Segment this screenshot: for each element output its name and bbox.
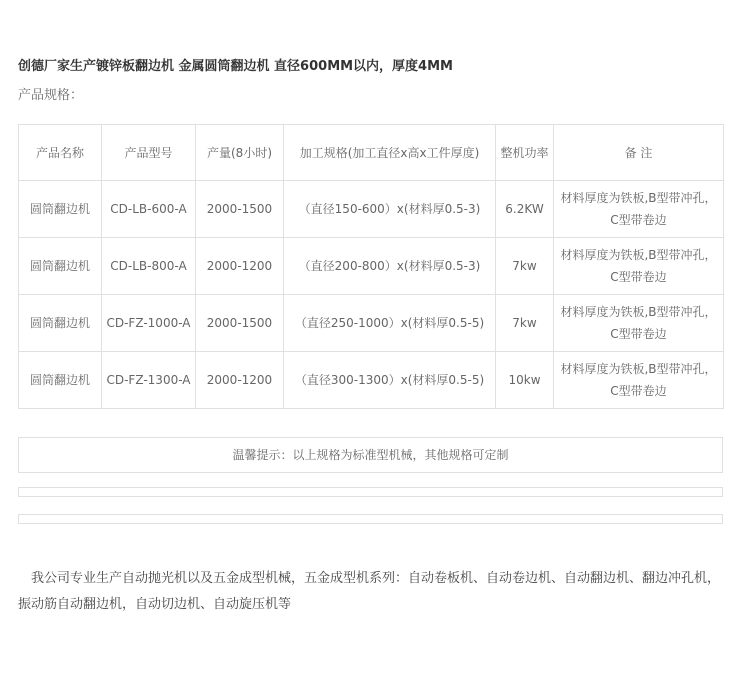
cell-output: 2000-1500 [196, 295, 284, 352]
cell-remark: 材料厚度为铁板,B型带冲孔，C型带卷边 [554, 352, 724, 409]
cell-product-name: 圆筒翻边机 [19, 295, 102, 352]
cell-remark: 材料厚度为铁板,B型带冲孔，C型带卷边 [554, 295, 724, 352]
cell-power: 6.2KW [496, 181, 554, 238]
header-remark: 备 注 [554, 125, 724, 181]
table-row [19, 352, 724, 409]
cell-remark: 材料厚度为铁板,B型带冲孔，C型带卷边 [554, 238, 724, 295]
cell-output: 2000-1200 [196, 352, 284, 409]
cell-product-name: 圆筒翻边机 [19, 181, 102, 238]
cell-power: 7kw [496, 238, 554, 295]
spec-label: 产品规格： [18, 88, 84, 103]
cell-spec: （直径200-800）x(材料厚0.5-3) [284, 238, 496, 295]
table-header-row [19, 125, 724, 181]
company-description: 我公司专业生产自动抛光机以及五金成型机械，五金成型机系列：自动卷板机、自动卷边机、自动翻边机、翻边冲孔机，振动筋自动翻边机，自动切边机、自动旋压机等 [18, 571, 721, 612]
cell-model: CD-LB-800-A [102, 238, 196, 295]
cell-output: 2000-1500 [196, 181, 284, 238]
cell-power: 10kw [496, 352, 554, 409]
cell-spec: （直径300-1300）x(材料厚0.5-5) [284, 352, 496, 409]
header-output: 产量(8小时) [196, 125, 284, 181]
empty-divider-box [18, 487, 723, 497]
cell-spec: （直径250-1000）x(材料厚0.5-5) [284, 295, 496, 352]
header-model: 产品型号 [102, 125, 196, 181]
cell-product-name: 圆筒翻边机 [19, 352, 102, 409]
table-row [19, 238, 724, 295]
cell-model: CD-FZ-1300-A [102, 352, 196, 409]
empty-divider-box [18, 514, 723, 524]
cell-remark: 材料厚度为铁板,B型带冲孔，C型带卷边 [554, 181, 724, 238]
page-title: 创德厂家生产镀锌板翻边机 金属圆筒翻边机 直径600MM以内，厚度4MM [18, 59, 453, 74]
cell-product-name: 圆筒翻边机 [19, 238, 102, 295]
cell-power: 7kw [496, 295, 554, 352]
header-product-name: 产品名称 [19, 125, 102, 181]
table-row [19, 295, 724, 352]
spec-table [18, 124, 724, 409]
table-row [19, 181, 724, 238]
cell-model: CD-FZ-1000-A [102, 295, 196, 352]
cell-output: 2000-1200 [196, 238, 284, 295]
tip-box: 温馨提示：以上规格为标准型机械，其他规格可定制 [18, 437, 723, 473]
header-power: 整机功率 [496, 125, 554, 181]
cell-model: CD-LB-600-A [102, 181, 196, 238]
cell-spec: （直径150-600）x(材料厚0.5-3) [284, 181, 496, 238]
header-spec: 加工规格(加工直径x高x工件厚度) [284, 125, 496, 181]
